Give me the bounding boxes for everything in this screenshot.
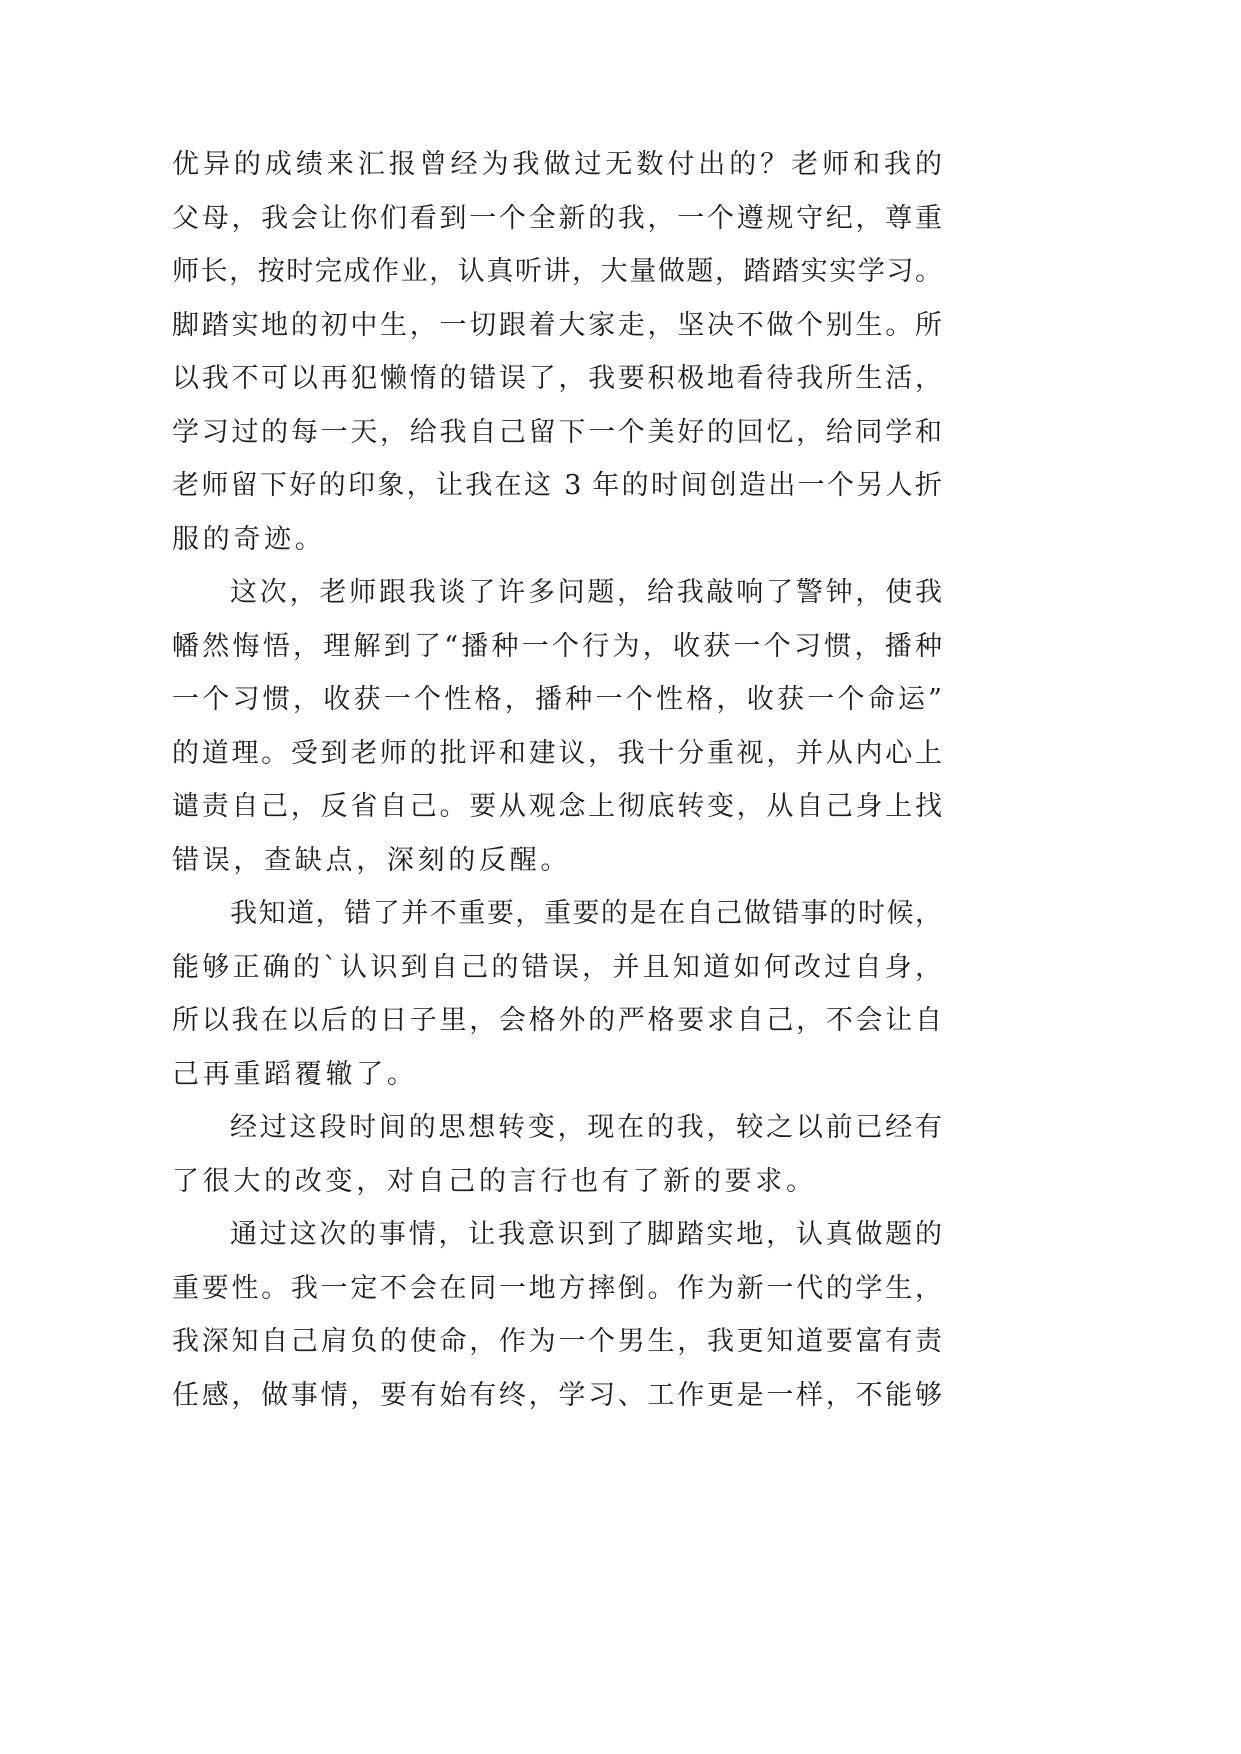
text-line: 我深知自己肩负的使命，作为一个男生，我更知道要富有责 bbox=[172, 1326, 942, 1357]
text-line: 老师留下好的印象，让我在这 3 年的时间创造出一个另人折 bbox=[172, 470, 942, 501]
text-line: 优异的成绩来汇报曾经为我做过无数付出的？老师和我的 bbox=[172, 149, 942, 180]
paragraph bbox=[172, 1101, 942, 1208]
text-line: 这次，老师跟我谈了许多问题，给我敲响了警钟，使我 bbox=[230, 577, 942, 608]
text-line: 以我不可以再犯懒惰的错误了，我要积极地看待我所生活， bbox=[172, 363, 942, 394]
text-line: 错误，查缺点，深刻的反醒。 bbox=[172, 844, 572, 876]
text-line: 的道理。受到老师的批评和建议，我十分重视，并从内心上 bbox=[172, 737, 942, 769]
paragraph bbox=[172, 887, 942, 1101]
text-line: 通过这次的事情，让我意识到了脚踏实地，认真做题的 bbox=[230, 1219, 942, 1250]
paragraph bbox=[172, 566, 942, 887]
text-line: 己再重蹈覆辙了。 bbox=[172, 1058, 418, 1090]
text-line: 脚踏实地的初中生，一切跟着大家走，坚决不做个别生。所 bbox=[172, 309, 942, 341]
paragraph bbox=[172, 138, 942, 566]
text-line: 学习过的每一天，给我自己留下一个美好的回忆，给同学和 bbox=[172, 416, 942, 448]
text-line: 师长，按时完成作业，认真听讲，大量做题，踏踏实实学习。 bbox=[172, 256, 942, 287]
text-line: 所以我在以后的日子里，会格外的严格要求自己，不会让自 bbox=[172, 1005, 942, 1036]
text-line: 幡然悔悟，理解到了“播种一个行为，收获一个习惯，播种 bbox=[172, 630, 942, 662]
text-line: 经过这段时间的思想转变，现在的我，较之以前已经有 bbox=[230, 1112, 942, 1143]
document-body bbox=[172, 138, 942, 1422]
text-line: 能够正确的`认识到自己的错误，并且知道如何改过自身， bbox=[172, 951, 942, 983]
paragraph bbox=[172, 1208, 942, 1422]
text-line: 我知道，错了并不重要，重要的是在自己做错事的时候， bbox=[230, 898, 942, 929]
text-line: 服的奇迹。 bbox=[172, 523, 326, 555]
text-line: 父母，我会让你们看到一个全新的我，一个遵规守纪，尊重 bbox=[172, 202, 942, 234]
text-line: 了很大的改变，对自己的言行也有了新的要求。 bbox=[172, 1165, 817, 1197]
text-line: 重要性。我一定不会在同一地方摔倒。作为新一代的学生， bbox=[172, 1272, 942, 1304]
text-line: 一个习惯，收获一个性格，播种一个性格，收获一个命运” bbox=[172, 684, 942, 715]
text-line: 谴责自己，反省自己。要从观念上彻底转变，从自己身上找 bbox=[172, 791, 942, 822]
text-line: 任感，做事情，要有始有终，学习、工作更是一样，不能够 bbox=[172, 1379, 942, 1411]
